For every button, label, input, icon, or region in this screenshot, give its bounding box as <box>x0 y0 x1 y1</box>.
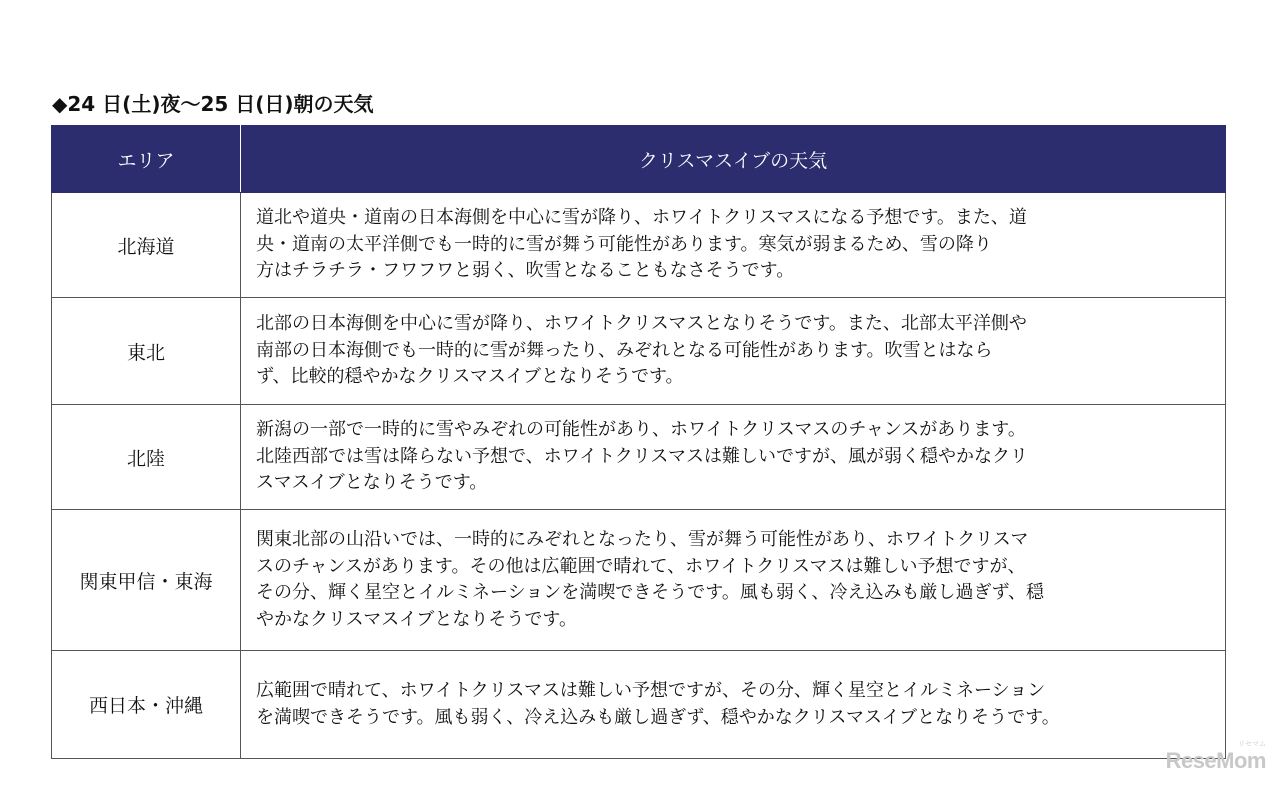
area-cell: 関東甲信・東海 <box>52 510 241 651</box>
weather-description-cell: 広範囲で晴れて、ホワイトクリスマスは難しい予想ですが、その分、輝く星空とイルミネーション を満喫できそうです。風も弱く、冷え込みも厳し過ぎず、穏やかなクリスマスイブとなりそうです。 <box>241 651 1226 759</box>
area-cell: 北海道 <box>52 193 241 298</box>
logo-brand-text: ReseMom <box>1165 748 1266 773</box>
table-row <box>52 298 1226 405</box>
area-cell: 東北 <box>52 298 241 405</box>
weather-table <box>51 125 1226 759</box>
weather-description-cell: 関東北部の山沿いでは、一時的にみぞれとなったり、雪が舞う可能性があり、ホワイトクリスマ スのチャンスがあります。その他は広範囲で晴れて、ホワイトクリスマスは難しい予想ですが、 その分、輝く星空とイルミネーションを満喫できそうです。風も弱く、冷え込みも厳し過ぎず、穏 やかなクリスマスイブとなりそうです。 <box>241 510 1226 651</box>
logo-small-text: リセマム <box>1238 741 1266 748</box>
weather-description-cell: 北部の日本海側を中心に雪が降り、ホワイトクリスマスとなりそうです。また、北部太平洋側や 南部の日本海側でも一時的に雪が舞ったり、みぞれとなる可能性があります。吹雪とはなら ず、比較的穏やかなクリスマスイブとなりそうです。 <box>241 298 1226 405</box>
page-title: ◆24 日(土)夜～25 日(日)朝の天気 <box>52 92 374 116</box>
table-row <box>52 651 1226 759</box>
table-row <box>52 510 1226 651</box>
weather-description-cell: 新潟の一部で一時的に雪やみぞれの可能性があり、ホワイトクリスマスのチャンスがあります。 北陸西部では雪は降らない予想で、ホワイトクリスマスは難しいですが、風が弱く穏やかなクリ スマスイブとなりそうです。 <box>241 405 1226 510</box>
resemom-logo <box>1165 741 1266 774</box>
column-header-area: エリア <box>52 126 241 193</box>
table-row <box>52 193 1226 298</box>
column-header-weather: クリスマスイブの天気 <box>241 126 1226 193</box>
table-header-row <box>52 126 1226 193</box>
weather-description-cell: 道北や道央・道南の日本海側を中心に雪が降り、ホワイトクリスマスになる予想です。また、道 央・道南の太平洋側でも一時的に雪が舞う可能性があります。寒気が弱まるため、雪の降り 方はチラチラ・フワフワと弱く、吹雪となることもなさそうです。 <box>241 193 1226 298</box>
area-cell: 北陸 <box>52 405 241 510</box>
table-row <box>52 405 1226 510</box>
area-cell: 西日本・沖縄 <box>52 651 241 759</box>
